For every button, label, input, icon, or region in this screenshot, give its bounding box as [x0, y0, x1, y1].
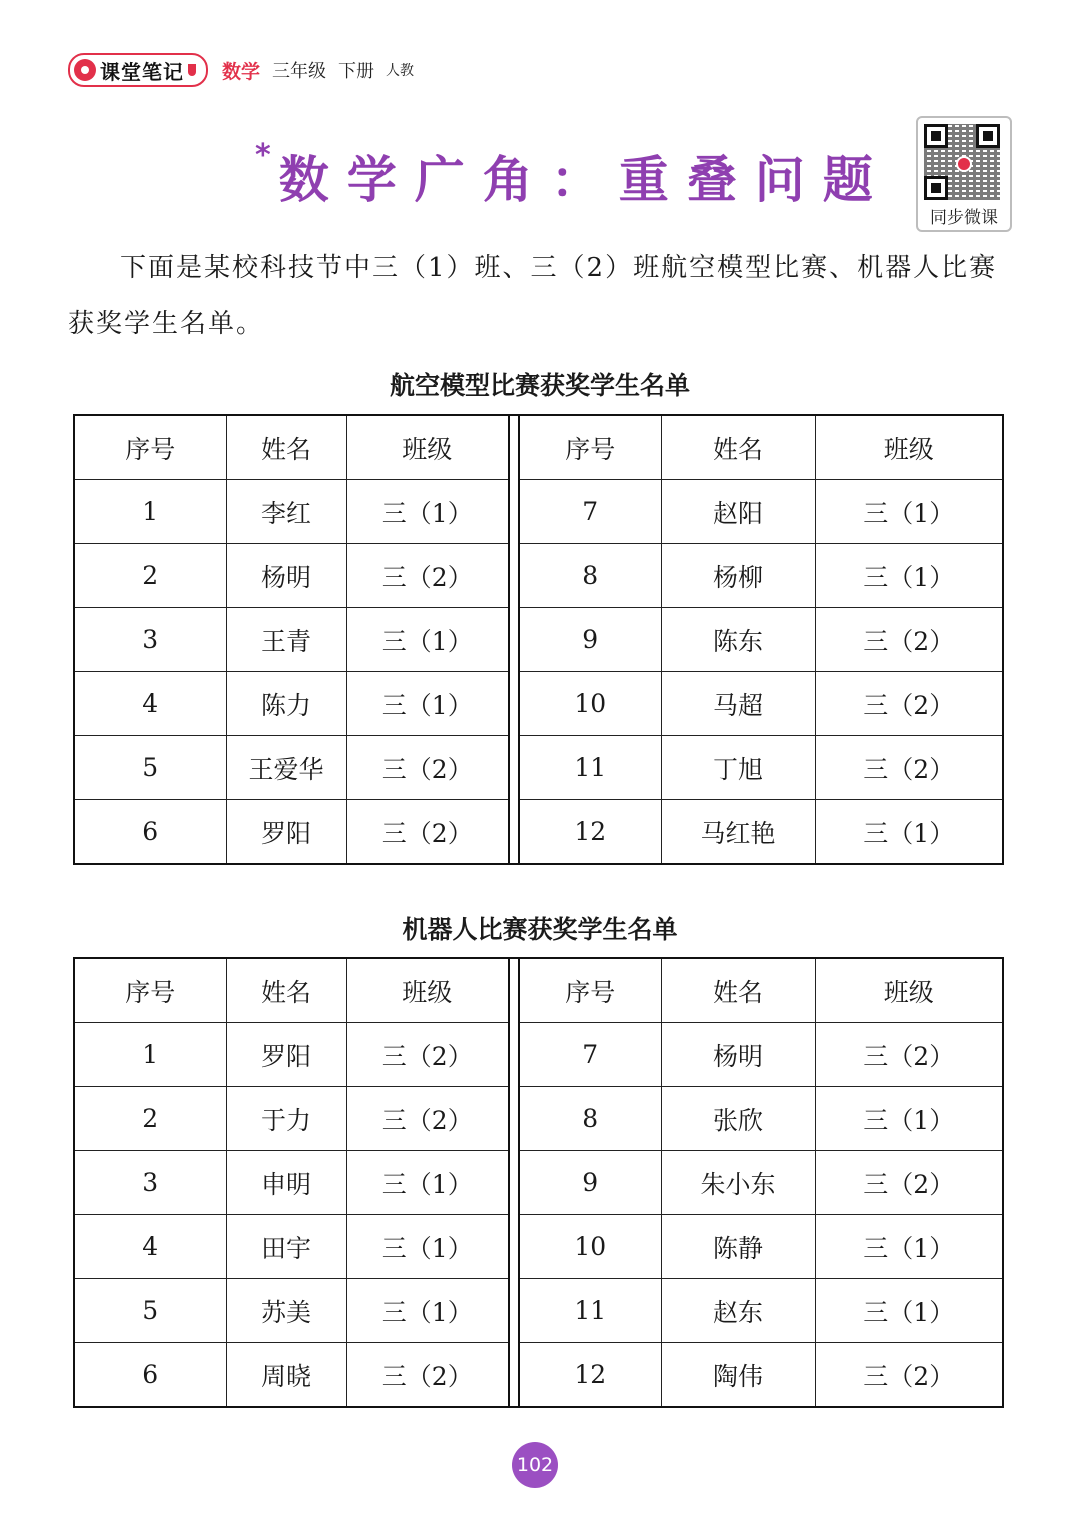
cell-name: 杨明 — [226, 544, 346, 608]
cell-number: 2 — [74, 1087, 226, 1151]
page-header — [68, 52, 414, 88]
brand-drop-icon — [188, 64, 196, 76]
cell-class: 三（1） — [815, 800, 1003, 865]
header-cell-class: 班级 — [346, 415, 509, 480]
table-divider — [509, 544, 519, 608]
cell-number: 12 — [519, 1343, 661, 1408]
brand-logo — [68, 53, 208, 87]
header-cell-class: 班级 — [815, 415, 1003, 480]
brand-dot-icon — [74, 59, 96, 81]
cell-class: 三（1） — [815, 1215, 1003, 1279]
cell-class: 三（1） — [815, 1279, 1003, 1343]
page-number: 102 — [512, 1442, 558, 1488]
cell-name: 田宇 — [226, 1215, 346, 1279]
cell-class: 三（2） — [346, 1087, 509, 1151]
cell-number: 11 — [519, 1279, 661, 1343]
cell-name: 丁旭 — [661, 736, 815, 800]
cell-number: 12 — [519, 800, 661, 865]
table-row — [74, 480, 1003, 544]
cell-number: 9 — [519, 608, 661, 672]
header-cell-name: 姓名 — [661, 958, 815, 1023]
header-cell-class: 班级 — [815, 958, 1003, 1023]
cell-name: 罗阳 — [226, 800, 346, 865]
cell-number: 4 — [74, 1215, 226, 1279]
cell-class: 三（2） — [346, 736, 509, 800]
table-header-row — [74, 958, 1003, 1023]
cell-number: 2 — [74, 544, 226, 608]
table-row — [74, 544, 1003, 608]
table-caption-robot: 机器人比赛获奖学生名单 — [402, 915, 678, 944]
header-cell-name: 姓名 — [661, 415, 815, 480]
table-divider — [509, 1279, 519, 1343]
cell-class: 三（1） — [346, 608, 509, 672]
title-text: 数学广角：重叠问题 — [278, 150, 891, 209]
cell-name: 周晓 — [226, 1343, 346, 1408]
cell-class: 三（1） — [346, 1151, 509, 1215]
header-cell-class: 班级 — [346, 958, 509, 1023]
table-divider — [509, 415, 519, 480]
table-divider — [509, 608, 519, 672]
table-row — [74, 1023, 1003, 1087]
cell-name: 赵阳 — [661, 480, 815, 544]
cell-class: 三（2） — [346, 1023, 509, 1087]
cell-name: 于力 — [226, 1087, 346, 1151]
qr-finder-icon — [924, 124, 948, 148]
cell-number: 10 — [519, 672, 661, 736]
table-divider — [509, 800, 519, 865]
table-row — [74, 1279, 1003, 1343]
header-publisher: 人教 — [386, 63, 415, 79]
title-star: * — [255, 138, 271, 173]
cell-number: 4 — [74, 672, 226, 736]
header-cell-number: 序号 — [519, 958, 661, 1023]
qr-label: 同步微课 — [930, 208, 998, 228]
qr-finder-icon — [924, 176, 948, 200]
table-row — [74, 1215, 1003, 1279]
cell-number: 10 — [519, 1215, 661, 1279]
cell-number: 5 — [74, 1279, 226, 1343]
cell-class: 三（2） — [815, 672, 1003, 736]
header-cell-number: 序号 — [74, 958, 226, 1023]
cell-name: 陶伟 — [661, 1343, 815, 1408]
cell-class: 三（1） — [346, 672, 509, 736]
cell-name: 朱小东 — [661, 1151, 815, 1215]
table-row — [74, 608, 1003, 672]
header-cell-number: 序号 — [74, 415, 226, 480]
table-divider — [509, 1215, 519, 1279]
cell-name: 罗阳 — [226, 1023, 346, 1087]
cell-name: 马红艳 — [661, 800, 815, 865]
cell-number: 3 — [74, 1151, 226, 1215]
table-divider — [509, 1023, 519, 1087]
cell-name: 王爱华 — [226, 736, 346, 800]
header-cell-name: 姓名 — [226, 415, 346, 480]
cell-class: 三（1） — [346, 1215, 509, 1279]
cell-class: 三（1） — [346, 480, 509, 544]
cell-class: 三（2） — [815, 1151, 1003, 1215]
table-row — [74, 800, 1003, 865]
cell-class: 三（1） — [815, 480, 1003, 544]
table-divider — [509, 1087, 519, 1151]
table-caption-aviation: 航空模型比赛获奖学生名单 — [389, 371, 690, 400]
cell-class: 三（2） — [346, 800, 509, 865]
cell-class: 三（2） — [815, 608, 1003, 672]
cell-name: 李红 — [226, 480, 346, 544]
page-title — [255, 140, 891, 212]
cell-class: 三（1） — [815, 1087, 1003, 1151]
robot-award-table — [73, 957, 1004, 1408]
cell-name: 申明 — [226, 1151, 346, 1215]
qr-center-logo-icon — [956, 156, 972, 172]
cell-number: 3 — [74, 608, 226, 672]
cell-name: 张欣 — [661, 1087, 815, 1151]
header-volume: 下册 — [338, 61, 375, 82]
cell-class: 三（2） — [346, 1343, 509, 1408]
cell-number: 9 — [519, 1151, 661, 1215]
table-divider — [509, 958, 519, 1023]
cell-name: 杨明 — [661, 1023, 815, 1087]
cell-name: 陈静 — [661, 1215, 815, 1279]
cell-number: 7 — [519, 1023, 661, 1087]
cell-number: 8 — [519, 544, 661, 608]
table-header-row — [74, 415, 1003, 480]
header-grade: 三年级 — [272, 61, 327, 82]
cell-name: 马超 — [661, 672, 815, 736]
table-row — [74, 672, 1003, 736]
header-cell-name: 姓名 — [226, 958, 346, 1023]
cell-class: 三（1） — [815, 544, 1003, 608]
table-row — [74, 1343, 1003, 1408]
table-divider — [509, 1151, 519, 1215]
table-divider — [509, 736, 519, 800]
table-row — [74, 1087, 1003, 1151]
cell-class: 三（2） — [815, 1343, 1003, 1408]
cell-name: 苏美 — [226, 1279, 346, 1343]
cell-name: 王青 — [226, 608, 346, 672]
brand-name: 课堂笔记 — [100, 59, 184, 84]
cell-class: 三（2） — [815, 736, 1003, 800]
cell-name: 赵东 — [661, 1279, 815, 1343]
header-subject: 数学 — [222, 60, 261, 83]
cell-class: 三（2） — [815, 1023, 1003, 1087]
table-row — [74, 736, 1003, 800]
cell-number: 11 — [519, 736, 661, 800]
cell-name: 杨柳 — [661, 544, 815, 608]
header-cell-number: 序号 — [519, 415, 661, 480]
qr-code-card[interactable] — [916, 116, 1012, 232]
cell-number: 1 — [74, 1023, 226, 1087]
cell-number: 6 — [74, 1343, 226, 1408]
cell-name: 陈力 — [226, 672, 346, 736]
cell-number: 1 — [74, 480, 226, 544]
qr-finder-icon — [976, 124, 1000, 148]
table-row — [74, 1151, 1003, 1215]
table-divider — [509, 1343, 519, 1408]
cell-class: 三（2） — [346, 544, 509, 608]
cell-number: 6 — [74, 800, 226, 865]
table-divider — [509, 480, 519, 544]
cell-number: 8 — [519, 1087, 661, 1151]
cell-number: 5 — [74, 736, 226, 800]
aviation-award-table — [73, 414, 1004, 865]
cell-class: 三（1） — [346, 1279, 509, 1343]
intro-paragraph: 下面是某校科技节中三（1）班、三（2）班航空模型比赛、机器人比赛获奖学生名单。 — [68, 253, 998, 339]
table-divider — [509, 672, 519, 736]
cell-name: 陈东 — [661, 608, 815, 672]
cell-number: 7 — [519, 480, 661, 544]
